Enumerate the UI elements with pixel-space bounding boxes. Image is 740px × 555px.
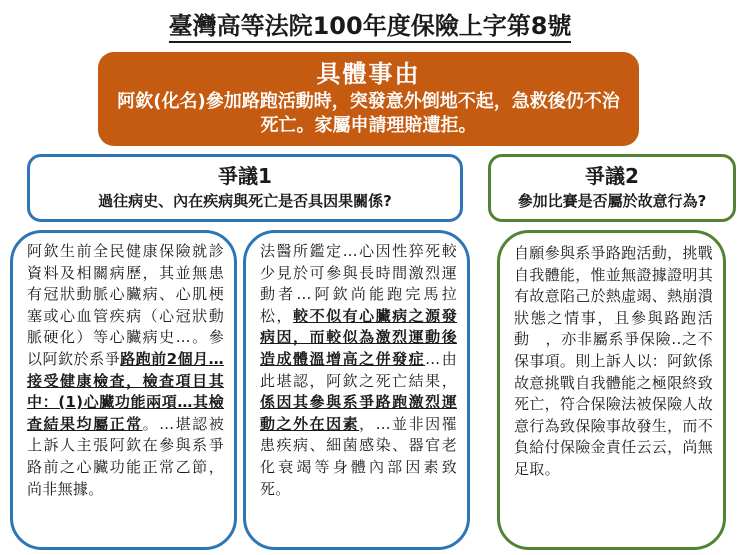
medical-history-conclusion: 。…堪認被上訴人主張阿欽在參與系爭路前之心臟功能正常乙節，尚非無據。 xyxy=(27,414,224,498)
issue1-question: 過往病史、內在疾病與死亡是否具因果關係? xyxy=(98,192,392,210)
forensic-text-3: ，…並非因罹患疾病、細菌感染、器官老化衰竭等身體內部因素致死。 xyxy=(260,414,457,498)
page-title-text: 臺灣高等法院100年度保險上字第8號 xyxy=(169,12,572,43)
forensic-highlight-2: 係因其參與系爭路跑激烈運動之外在因素 xyxy=(260,393,457,433)
facts-body: 阿欽(化名)參加路跑活動時，突發意外倒地不起，急救後仍不治死亡。家屬申請理賠遭拒。 xyxy=(117,91,620,136)
forensic-text-2: …由此堪認，阿欽之死亡結果， xyxy=(260,349,457,390)
forensic-highlight-1: 較不似有心臟病之源發病因，而較似為激烈運動後造成體溫增高之併發症 xyxy=(260,306,457,368)
issue2-question: 參加比賽是否屬於故意行為? xyxy=(517,192,707,210)
facts-box xyxy=(98,52,639,146)
facts-heading: 具體事由 xyxy=(316,60,421,88)
page-title xyxy=(0,10,740,42)
intent-panel xyxy=(497,230,726,550)
issue2-heading: 爭議2 xyxy=(585,164,639,188)
medical-history-highlight: 路跑前2個月…接受健康檢查，檢查項目其中：(1)心臟功能兩項…其檢查結果均屬正常 xyxy=(27,349,224,433)
medical-history-text: 阿欽生前全民健康保險就診資料及相關病歷，其並無患有冠狀動脈心臟病、心肌梗塞或心血管疾病（心冠狀動脈硬化）等心臟病史…。參以阿欽於系爭 xyxy=(27,242,224,368)
forensic-text-1: 法醫所鑑定…心因性猝死較少見於可參與長時間激烈運動者…阿欽尚能跑完馬拉松， xyxy=(260,242,457,325)
issue2-box xyxy=(488,154,736,222)
issue1-heading: 爭議1 xyxy=(218,164,272,188)
issue1-box xyxy=(27,154,463,222)
medical-history-panel xyxy=(10,230,237,550)
intent-text: 自願參與系爭路跑活動，挑戰自我體能，惟並無證據證明其有故意陷己於熱虛竭、熱崩潰狀態之情事，且參與路跑活動 ，亦非屬系爭保險..之不保事項。則上訴人以：阿欽係故意挑戰自我體能之極限終致死亡，符合保險法被保險人故意行為致保險事故發生，而不負給付保險金責任云云，尚無足取。 xyxy=(514,244,713,478)
forensic-panel xyxy=(243,230,470,550)
